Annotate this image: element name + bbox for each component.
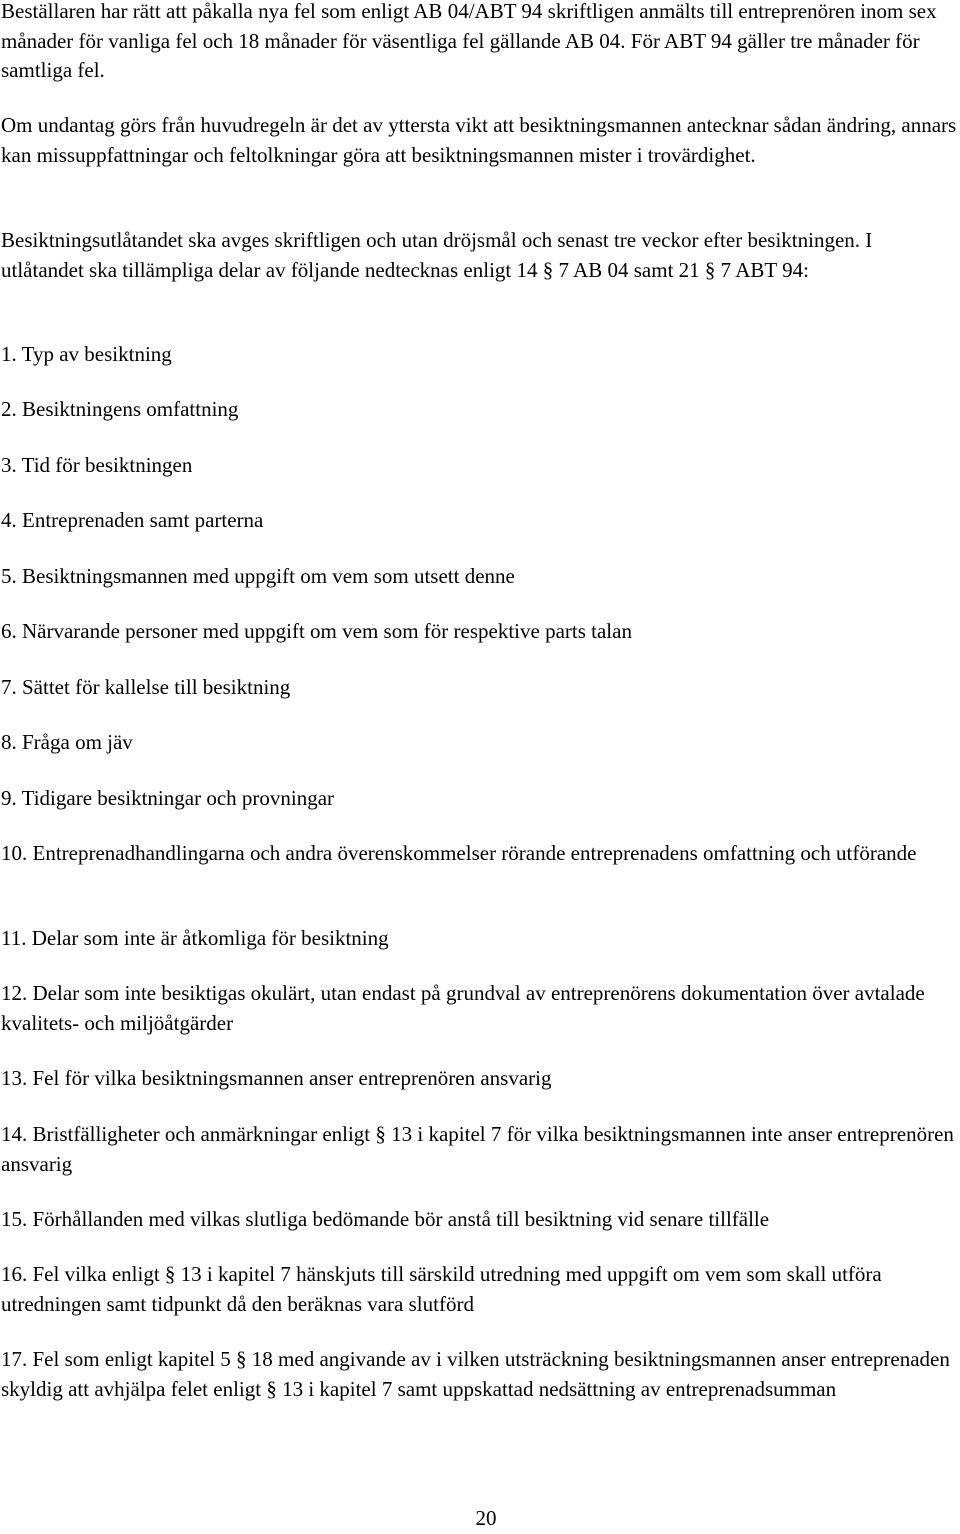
- list-item: 7. Sättet för kallelse till besiktning: [1, 675, 291, 699]
- list-item: 13. Fel för vilka besiktningsmannen anser entreprenören ansvarig: [1, 1066, 552, 1090]
- list-item: 5. Besiktningsmannen med uppgift om vem som utsett denne: [1, 564, 515, 588]
- list-item: 14. Bristfälligheter och anmärkningar enligt § 13 i kapitel 7 för vilka besiktningsmannen inte anser entreprenören ansvarig: [1, 1122, 954, 1176]
- list-item: 4. Entreprenaden samt parterna: [1, 508, 264, 532]
- list-item: 8. Fråga om jäv: [1, 730, 133, 754]
- list-item: 12. Delar som inte besiktigas okulärt, utan endast på grundval av entreprenörens dokumentation över avtalade kvalitets- och miljöåtgärder: [1, 981, 925, 1035]
- paragraph-claim-period: Beställaren har rätt att påkalla nya fel som enligt AB 04/ABT 94 skriftligen anmälts till entreprenören inom sex månader för vanliga fel och 18 månader för väsentliga fel gällande AB 04. För ABT 94 gäller tre månader för samtliga fel.: [1, 0, 937, 82]
- list-item: 2. Besiktningens omfattning: [1, 397, 239, 421]
- list-item: 17. Fel som enligt kapitel 5 § 18 med angivande av i vilken utsträckning besiktningsmannen anser entreprenaden skyldig att avhjälpa felet enligt § 13 i kapitel 7 samt uppskattad nedsättning av entreprenadsumman: [1, 1347, 950, 1401]
- list-item: 10. Entreprenadhandlingarna och andra överenskommelser rörande entreprenadens omfattning och utförande: [1, 841, 917, 865]
- paragraph-exception-note: Om undantag görs från huvudregeln är det av yttersta vikt att besiktningsmannen antecknar sådan ändring, annars kan missuppfattningar och feltolkningar göra att besiktningsmannen mister i trovärdighet.: [1, 113, 957, 167]
- list-item: 3. Tid för besiktningen: [1, 453, 193, 477]
- list-item: 11. Delar som inte är åtkomliga för besiktning: [1, 926, 389, 950]
- list-item: 9. Tidigare besiktningar och provningar: [1, 786, 335, 810]
- list-item: 16. Fel vilka enligt § 13 i kapitel 7 hänskjuts till särskild utredning med uppgift om vem som skall utföra utredningen samt tidpunkt då den beräknas vara slutförd: [1, 1262, 882, 1316]
- list-item: 6. Närvarande personer med uppgift om vem som för respektive parts talan: [1, 619, 632, 643]
- paragraph-inspection-report: Besiktningsutlåtandet ska avges skriftligen och utan dröjsmål och senast tre veckor efter besiktningen. I utlåtandet ska tillämpliga delar av följande nedtecknas enligt 14 § 7 AB 04 samt 21 § 7 ABT 94:: [1, 228, 873, 282]
- page-number: 20: [475, 1506, 497, 1530]
- list-item: 15. Förhållanden med vilkas slutliga bedömande bör anstå till besiktning vid senare tillfälle: [1, 1207, 770, 1231]
- list-item: 1. Typ av besiktning: [1, 342, 172, 366]
